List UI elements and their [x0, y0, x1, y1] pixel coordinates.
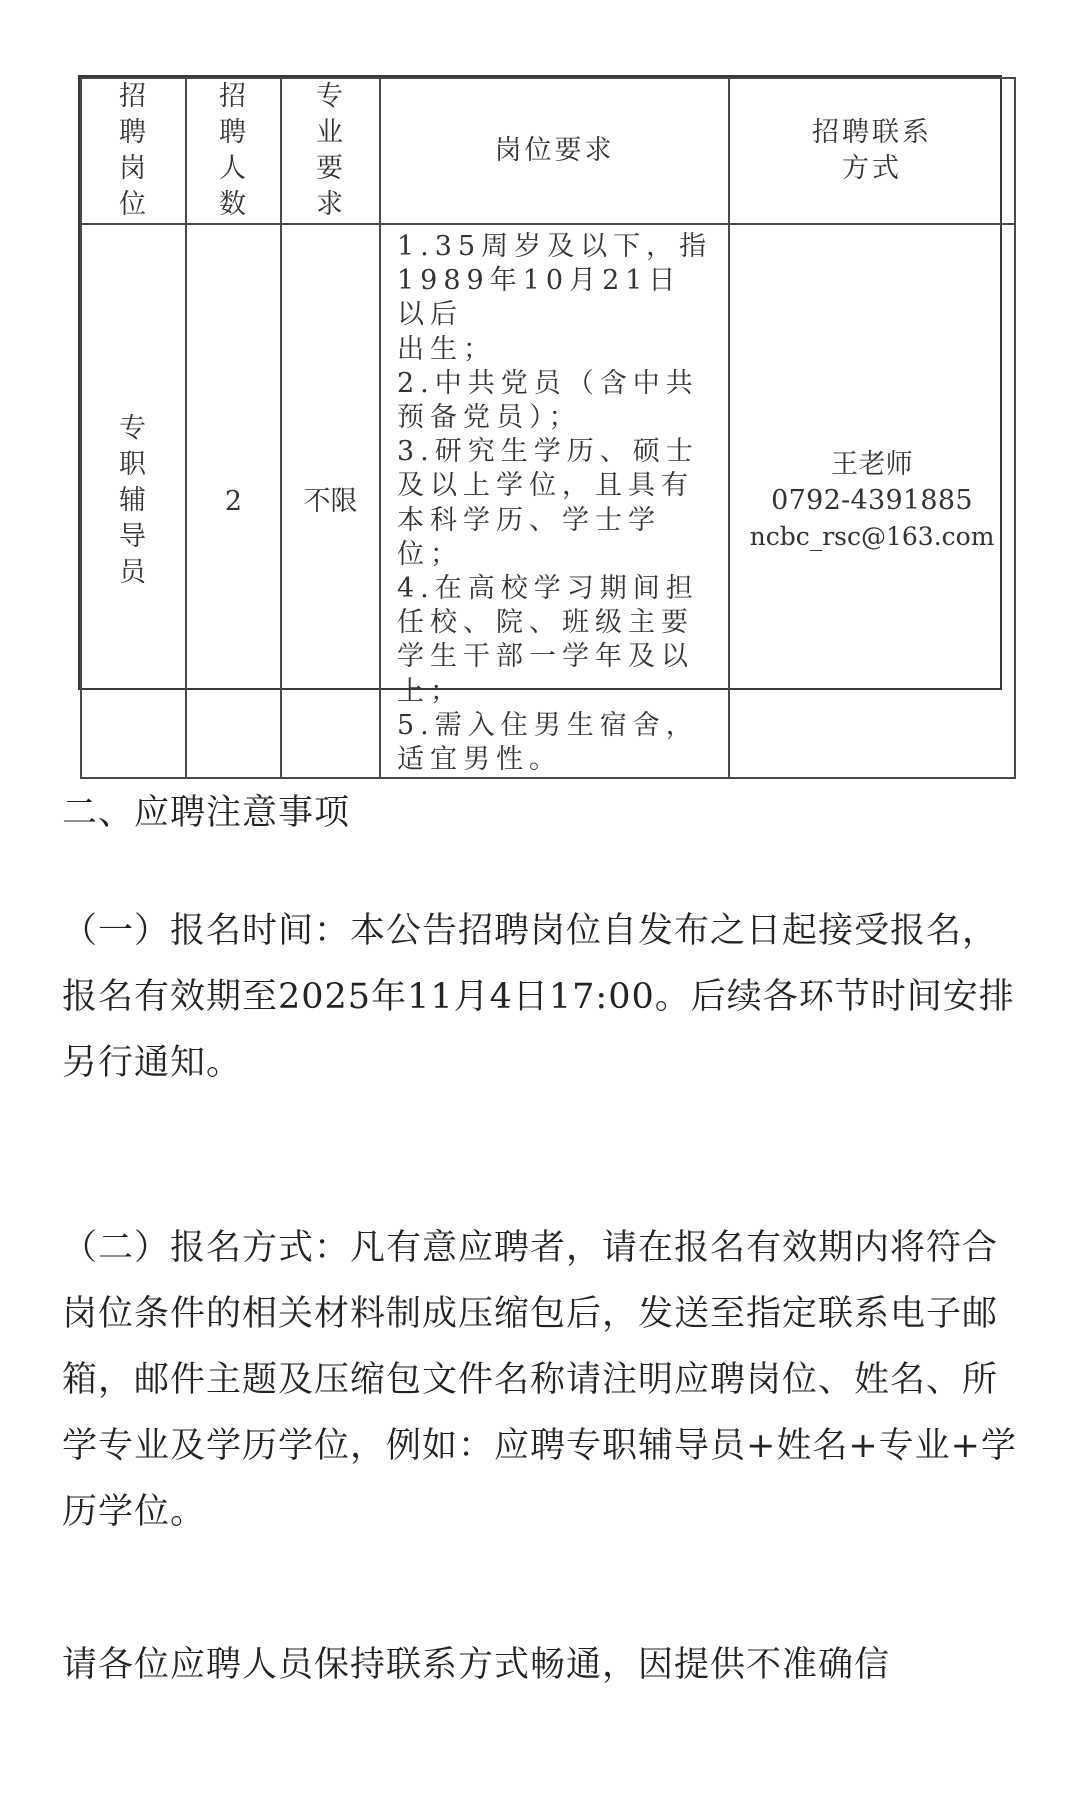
notice-paragraph: [62, 1632, 1017, 1698]
cell-major: 不限: [281, 224, 380, 778]
requirement-line: 3.研究生学历、硕士: [397, 436, 699, 468]
registration-time-text: （一）报名时间：本公告招聘岗位自发布之日起接受报名，报名有效期至2025年11月4日17:00。后续各环节时间安排另行通知。: [62, 911, 1015, 1083]
requirement-line: 适宜男性。: [397, 744, 562, 776]
registration-time-paragraph: [62, 898, 1017, 1096]
requirement-line: 本科学历、学士学: [397, 504, 661, 536]
requirement-line: 4.在高校学习期间担: [397, 573, 699, 605]
recruitment-table: [80, 77, 1016, 779]
table-row: [81, 224, 1015, 778]
requirement-line: 预备党员）；: [397, 402, 582, 434]
cell-count: 2: [186, 224, 281, 778]
contact-email: ncbc_rsc@163.com: [749, 522, 995, 552]
requirement-line: 位；: [397, 538, 463, 570]
cell-contact: [729, 224, 1015, 778]
requirement-line: 出生；: [397, 333, 496, 365]
cell-requirements: [380, 224, 729, 778]
header-contact: 招聘联系方式: [729, 78, 1015, 224]
requirement-line: 上；: [397, 675, 463, 707]
recruitment-table-image: [78, 75, 1002, 776]
requirement-line: 任校、院、班级主要: [397, 607, 694, 639]
requirement-line: 及以上学位，且具有: [397, 470, 694, 502]
requirement-line: 2.中共党员（含中共: [397, 367, 699, 399]
header-requirements: 岗位要求: [380, 78, 729, 224]
requirement-line: 学生干部一学年及以: [397, 641, 694, 673]
header-major: 专业要求: [281, 78, 380, 224]
contact-phone: 0792-4391885: [771, 485, 973, 517]
requirement-line: 1.35周岁及以下，指: [397, 231, 713, 262]
header-count: 招聘人数: [186, 78, 281, 224]
contact-name: 王老师: [831, 449, 913, 481]
header-post: 招聘岗位: [81, 78, 186, 224]
registration-method-paragraph: [62, 1215, 1017, 1545]
table-header-row: [81, 78, 1015, 224]
cell-post: 专职辅导员: [81, 224, 186, 778]
requirement-line: 1989年10月21日以后: [397, 265, 682, 331]
notice-text: 请各位应聘人员保持联系方式畅通，因提供不准确信: [62, 1645, 891, 1685]
requirement-line: 5.需入住男生宿舍，: [397, 709, 699, 741]
contact-info: [730, 447, 1014, 555]
registration-method-text: （二）报名方式：凡有意应聘者，请在报名有效期内将符合岗位条件的相关材料制成压缩包后，发送至指定联系电子邮箱，邮件主题及压缩包文件名称请注明应聘岗位、姓名、所学专业及学历学位，例如：应聘专职辅导员+姓名+专业+学历学位。: [62, 1228, 1017, 1532]
section-title: 二、应聘注意事项: [62, 793, 351, 833]
